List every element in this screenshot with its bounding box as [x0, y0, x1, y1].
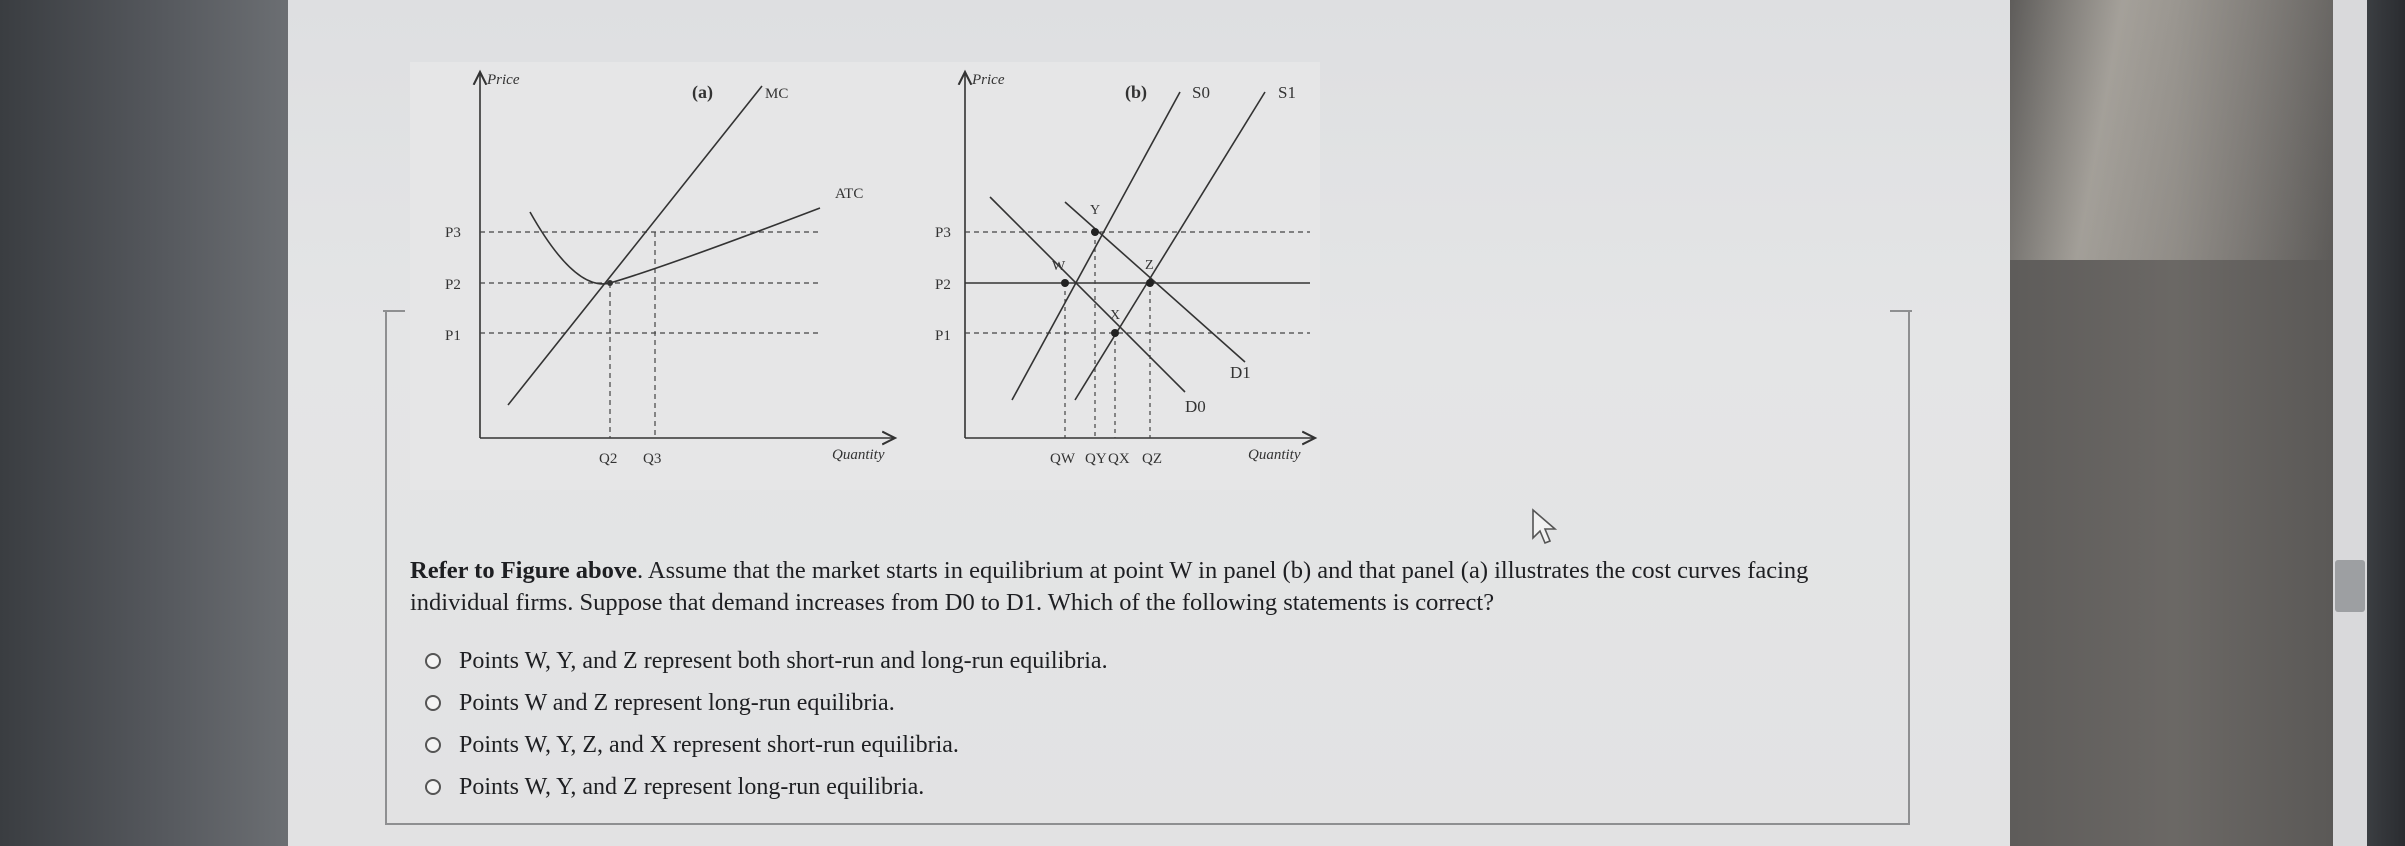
atc-label: ATC: [835, 186, 864, 202]
radio-button[interactable]: [425, 779, 441, 795]
question-reference: Refer to Figure above: [410, 557, 638, 584]
s1-label: S1: [1278, 83, 1296, 102]
panel-a-price-label: P3: [445, 225, 461, 241]
radio-button[interactable]: [425, 737, 441, 753]
option-label[interactable]: Points W and Z represent long-run equilibria.: [459, 689, 895, 716]
panel-b-y-label: Price: [972, 72, 1005, 88]
panel-a-x-label: Quantity: [832, 447, 885, 463]
question-container-corner-left: [383, 310, 405, 312]
answer-option[interactable]: [425, 724, 1825, 766]
option-label[interactable]: Points W, Y, Z, and X represent short-run equilibria.: [459, 731, 959, 758]
monitor-bezel-left: [0, 0, 290, 846]
screen-glare: [2010, 0, 2340, 260]
point-x: [1111, 329, 1119, 337]
mouse-cursor-icon: [1530, 508, 1560, 546]
option-label[interactable]: Points W, Y, and Z represent long-run equilibria.: [459, 773, 925, 800]
panel-a-quantity-label: Q3: [643, 451, 662, 467]
answer-option[interactable]: [425, 682, 1825, 724]
option-label[interactable]: Points W, Y, and Z represent both short-run and long-run equilibria.: [459, 647, 1108, 674]
radio-button[interactable]: [425, 695, 441, 711]
scrollbar-thumb[interactable]: [2335, 560, 2365, 612]
panel-a-label: (a): [692, 82, 713, 102]
panel-b-quantity-label: QW: [1050, 451, 1075, 467]
answer-options: [425, 640, 1825, 808]
mc-label: MC: [765, 86, 789, 102]
panel-a-price-label: P1: [445, 328, 461, 344]
radio-button[interactable]: [425, 653, 441, 669]
panel-b-quantity-label: QX: [1108, 451, 1130, 467]
point-w-label: W: [1052, 259, 1066, 274]
question-body: . Assume that the market starts in equilibrium at point W in panel (b) and that panel (a) illustrates the cost curves facing individual firms. Suppose that demand increases from D0 to D1. Which of the following statements is correct?: [410, 557, 1809, 616]
panel-b-price-label: P3: [935, 225, 951, 241]
panel-a-quantity-label: Q2: [599, 451, 618, 467]
scrollbar-track[interactable]: [2333, 0, 2367, 846]
panel-b-label: (b): [1125, 82, 1147, 102]
panel-b-quantity-label: QZ: [1142, 451, 1162, 467]
panel-b-price-label: P1: [935, 328, 951, 344]
point-y-label: Y: [1090, 203, 1101, 218]
point-w: [1061, 279, 1069, 287]
panel-b-price-label: P2: [935, 277, 951, 293]
d1-label: D1: [1230, 363, 1251, 382]
s0-label: S0: [1192, 83, 1210, 102]
question-text: [410, 555, 1890, 619]
d0-label: D0: [1185, 397, 1206, 416]
point-z: [1146, 279, 1154, 287]
answer-option[interactable]: [425, 766, 1825, 808]
question-container-corner-right: [1890, 310, 1912, 312]
panel-a-price-label: P2: [445, 277, 461, 293]
point-z-label: Z: [1145, 258, 1154, 273]
answer-option[interactable]: [425, 640, 1825, 682]
panel-a-y-label: Price: [487, 72, 520, 88]
panel-b-x-label: Quantity: [1248, 447, 1301, 463]
economics-figure: [410, 62, 1320, 502]
point-x-label: X: [1110, 308, 1121, 323]
panel-b-quantity-label: QY: [1085, 451, 1107, 467]
monitor-bezel-right: [2367, 0, 2405, 846]
point-y: [1091, 228, 1099, 236]
